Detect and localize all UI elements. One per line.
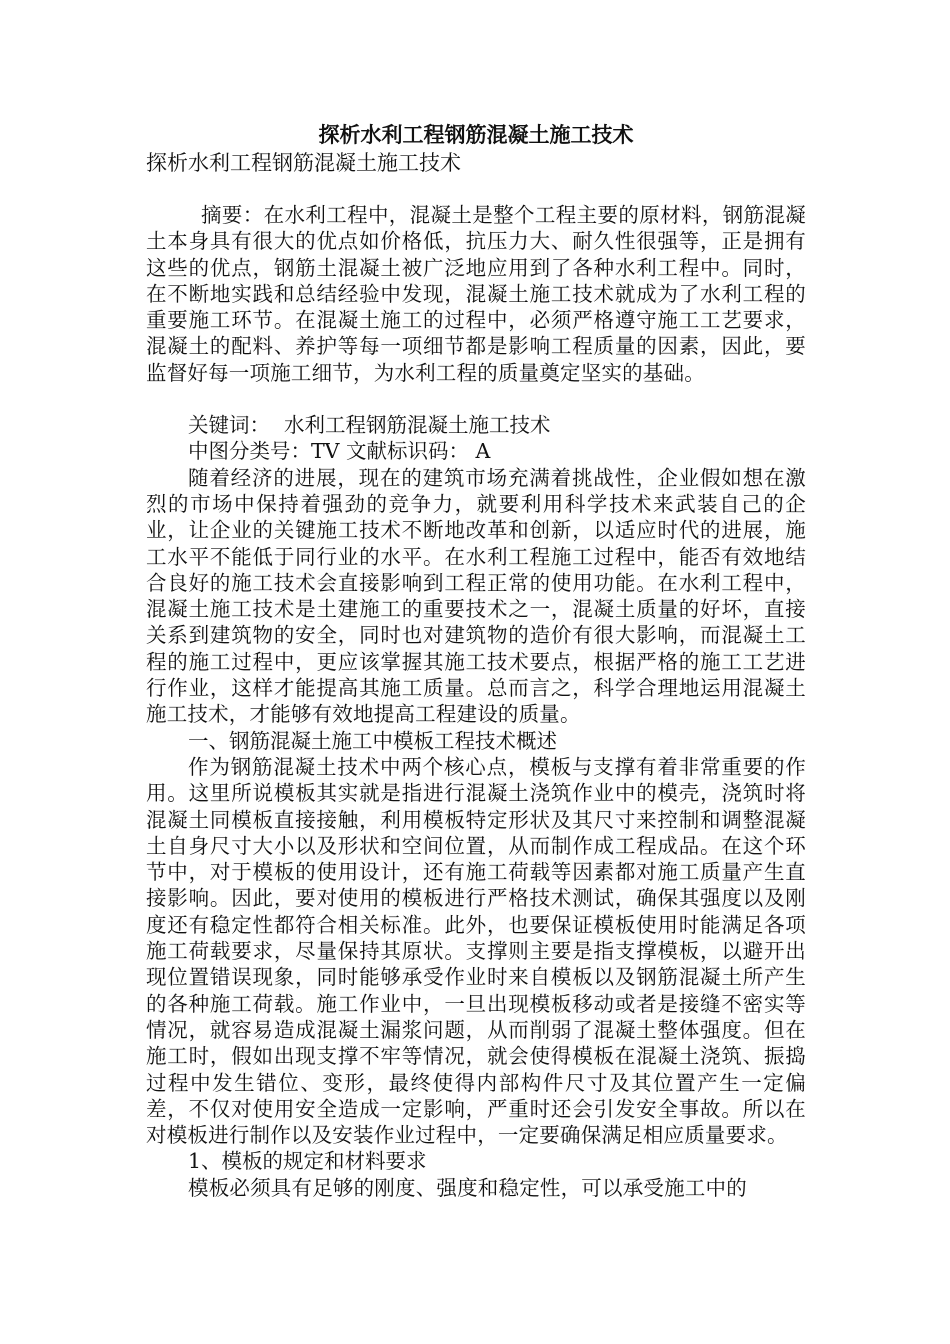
keywords-value: 水利工程钢筋混凝土施工技术 [284, 413, 551, 438]
subsection-heading: 1、模板的规定和材料要求 [188, 1149, 427, 1174]
abstract-paragraph: 摘要：在水利工程中，混凝土是整个工程主要的原材料，钢筋混凝土本身具有很大的优点如价格低，抗压力大、耐久性很强等，正是拥有这些的优点，钢筋土混凝土被广泛地应用到了各种水利工程中。同时，在不断地实践和总结经验中发现，混凝土施工技术就成为了水利工程的重要施工环节。在混凝土施工的过程中，必须严格遵守施工工艺要求，混凝土的配料、养护等每一项细节都是影响工程质量的因素，因此，要监督好每一项施工细节，为水利工程的质量奠定坚实的基础。 [146, 203, 806, 385]
section-paragraph: 作为钢筋混凝土技术中两个核心点，模板与支撑有着非常重要的作用。这里所说模板其实就是指进行混凝土浇筑作业中的模壳，浇筑时将混凝土同模板直接接触，利用模板特定形状及其尺寸来控制和调整混凝土自身尺寸大小以及形状和空间位置，从而制作成工程成品。在这个环节中，对于模板的使用设计，还有施工荷载等因素都对施工质量产生直接影响。因此，要对使用的模板进行严格技术测试，确保其强度以及刚度还有稳定性都符合相关标准。此外，也要保证模板使用时能满足各项施工荷载要求，尽量保持其原状。支撑则主要是指支撑模板，以避开出现位置错误现象，同时能够承受作业时来自模板以及钢筋混凝土所产生的各种施工荷载。施工作业中，一旦出现模板移动或者是接缝不密实等情况，就容易造成混凝土漏浆问题，从而削弱了混凝土整体强度。但在施工时，假如出现支撑不牢等情况，就会使得模板在混凝土浇筑、振捣过程中发生错位、变形，最终使得内部构件尺寸及其位置产生一定偏差，不仅对使用安全造成一定影响，严重时还会引发安全事故。所以在对模板进行制作以及安装作业过程中，一定要确保满足相应质量要求。 [146, 754, 806, 1148]
document-title: 探析水利工程钢筋混凝土施工技术 [318, 122, 634, 147]
classification-line: 中图分类号：TV 文献标识码： A [188, 439, 491, 464]
document-subtitle: 探析水利工程钢筋混凝土施工技术 [146, 151, 461, 175]
intro-paragraph: 随着经济的进展，现在的建筑市场充满着挑战性，企业假如想在激烈的市场中保持着强劲的竞争力，就要利用科学技术来武装自己的企业，让企业的关键施工技术不断地改革和创新，以适应时代的进展，施工水平不能低于同行业的水平。在水利工程施工过程中，能否有效地结合良好的施工技术会直接影响到工程正常的使用功能。在水利工程中，混凝土施工技术是土建施工的重要技术之一，混凝土质量的好坏，直接关系到建筑物的安全，同时也对建筑物的造价有很大影响，而混凝土工程的施工过程中，更应该掌握其施工技术要点，根据严格的施工工艺进行作业，这样才能提高其施工质量。总而言之，科学合理地运用混凝土施工技术，才能够有效地提高工程建设的质量。 [146, 465, 806, 727]
blank-line [146, 386, 806, 412]
blank-line [146, 176, 806, 202]
keywords-line [146, 412, 806, 438]
subsection-paragraph: 模板必须具有足够的刚度、强度和稳定性，可以承受施工中的 [188, 1175, 747, 1200]
document-page [146, 120, 806, 1201]
section-heading: 一、钢筋混凝土施工中模板工程技术概述 [188, 728, 557, 753]
keywords-label: 关键词： [188, 413, 270, 438]
